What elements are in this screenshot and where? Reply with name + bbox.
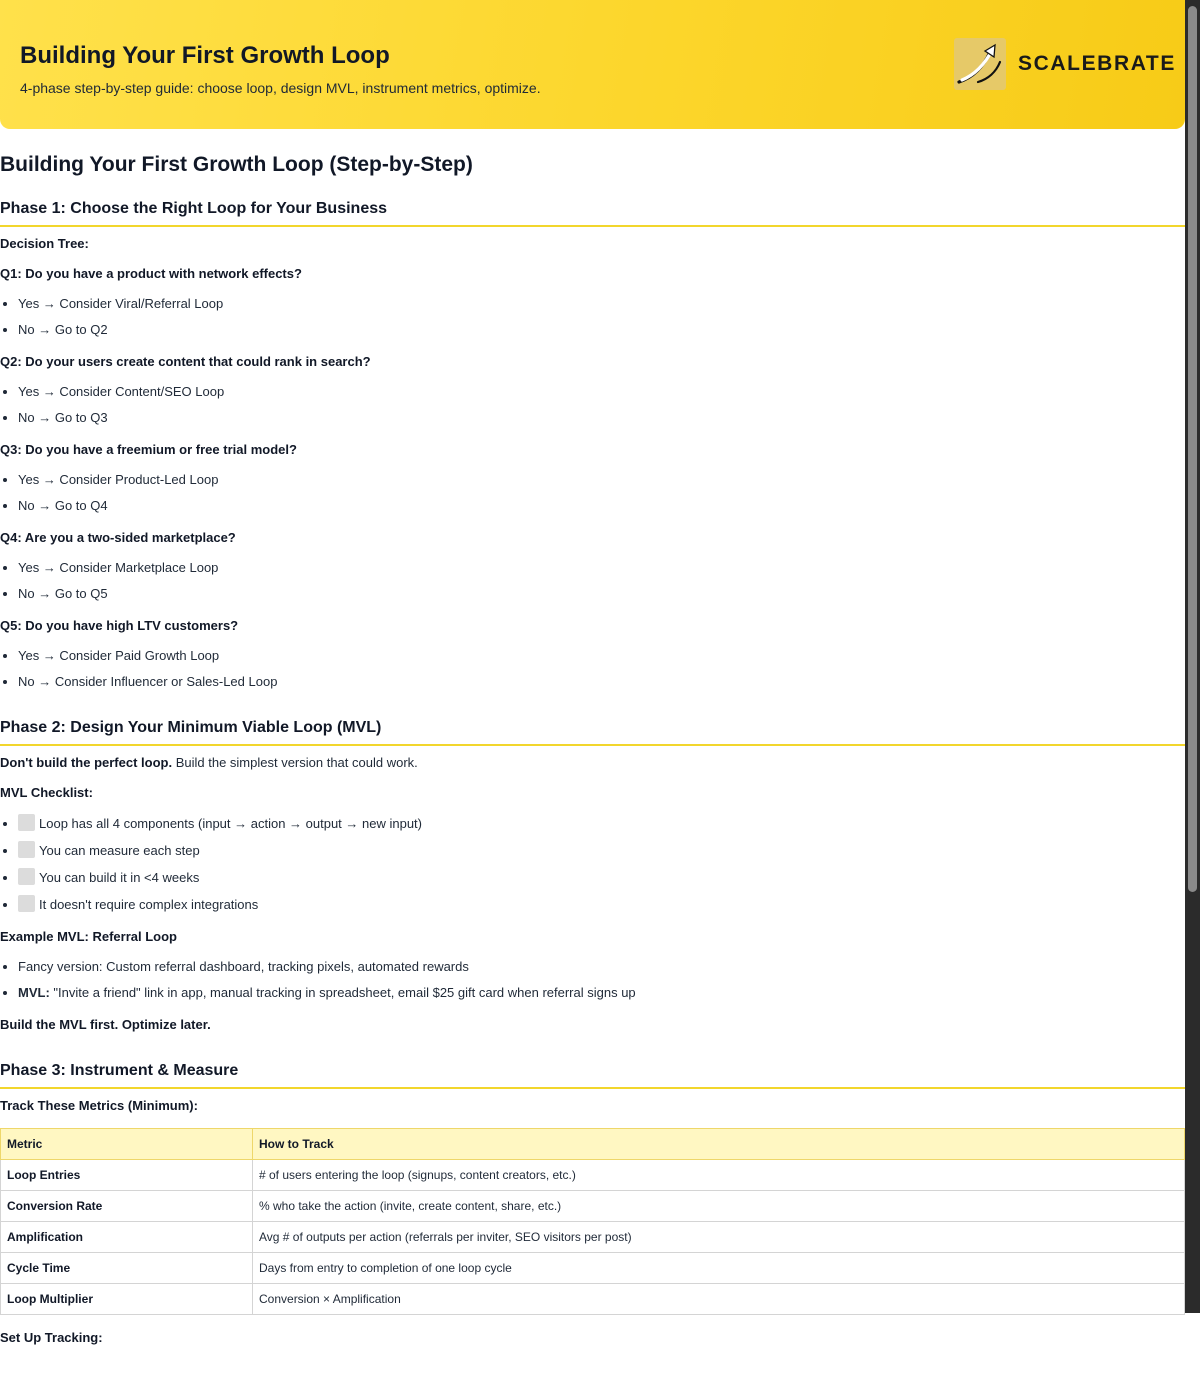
decision-tree-label: Decision Tree: [0,236,89,251]
intro-rest: Build the simplest version that could work. [172,755,418,770]
checklist-item: • It doesn't require complex integrations [18,895,1185,914]
metric-cell: Amplification [1,1222,253,1253]
table-row [1,1284,1185,1315]
list-item: • No → Go to Q2 [18,321,1185,339]
track-metrics-label: Track These Metrics (Minimum): [0,1098,198,1113]
answer-list [0,383,1185,427]
rising-arrow-logo-icon [954,38,1006,90]
checklist-item: • You can build it in <4 weeks [18,868,1185,887]
list-item: • No → Go to Q4 [18,497,1185,515]
checklist-label: MVL Checklist: [0,785,93,800]
table-row [1,1253,1185,1284]
brand-name: SCALEBRATE [1018,52,1176,75]
metric-cell: Loop Entries [1,1160,253,1191]
how-cell: # of users entering the loop (signups, content creators, etc.) [253,1160,1185,1191]
list-item: • No → Go to Q5 [18,585,1185,603]
answer-list [0,647,1185,691]
how-cell: Days from entry to completion of one loop cycle [253,1253,1185,1284]
answer-list [0,295,1185,339]
metric-cell: Cycle Time [1,1253,253,1284]
answer-list [0,471,1185,515]
column-header-how: How to Track [253,1129,1185,1160]
list-item: • No → Go to Q3 [18,409,1185,427]
hero-banner [0,0,1185,129]
question-q3: Q3: Do you have a freemium or free trial model? [0,442,297,457]
main-content [0,150,1185,1347]
mvl-closing: Build the MVL first. Optimize later. [0,1017,211,1032]
checkbox[interactable] [18,841,35,858]
checklist-item: • Loop has all 4 components (input → action → output → new input) [18,814,1185,833]
question-q1: Q1: Do you have a product with network effects? [0,266,302,281]
checkbox[interactable] [18,814,35,831]
list-item: • No → Consider Influencer or Sales-Led Loop [18,673,1185,691]
vertical-scrollbar[interactable] [1185,0,1200,1313]
list-item: • MVL: "Invite a friend" link in app, manual tracking in spreadsheet, email $25 gift card when referral signs up [18,984,1185,1002]
example-mvl-label: Example MVL: Referral Loop [0,929,177,944]
metric-cell: Loop Multiplier [1,1284,253,1315]
checklist-item: • You can measure each step [18,841,1185,860]
list-item: • Fancy version: Custom referral dashboard, tracking pixels, automated rewards [18,958,1185,976]
mvl-checklist [0,814,1185,914]
phase2-heading: Phase 2: Design Your Minimum Viable Loop (MVL) [0,717,1185,746]
checkbox[interactable] [18,895,35,912]
question-q2: Q2: Do your users create content that could rank in search? [0,354,371,369]
metrics-table [0,1128,1185,1315]
banner-subtitle: 4-phase step-by-step guide: choose loop, design MVL, instrument metrics, optimize. [20,80,541,96]
table-header-row [1,1129,1185,1160]
banner-title: Building Your First Growth Loop [20,42,390,69]
table-row [1,1160,1185,1191]
list-item: • Yes → Consider Paid Growth Loop [18,647,1185,665]
list-item: • Yes → Consider Marketplace Loop [18,559,1185,577]
checkbox[interactable] [18,868,35,885]
table-row [1,1191,1185,1222]
list-item: • Yes → Consider Content/SEO Loop [18,383,1185,401]
phase1-heading: Phase 1: Choose the Right Loop for Your Business [0,198,1185,227]
list-item: • Yes → Consider Product-Led Loop [18,471,1185,489]
setup-tracking-label: Set Up Tracking: [0,1330,103,1345]
column-header-metric: Metric [1,1129,253,1160]
mvl-intro [0,754,1185,772]
phase3-heading: Phase 3: Instrument & Measure [0,1060,1185,1089]
page-title: Building Your First Growth Loop (Step-by-Step) [0,153,473,176]
how-cell: Avg # of outputs per action (referrals per inviter, SEO visitors per post) [253,1222,1185,1253]
example-list [0,958,1185,1002]
answer-list [0,559,1185,603]
question-q4: Q4: Are you a two-sided marketplace? [0,530,236,545]
table-row [1,1222,1185,1253]
metric-cell: Conversion Rate [1,1191,253,1222]
question-q5: Q5: Do you have high LTV customers? [0,618,239,633]
scrollbar-thumb[interactable] [1188,6,1197,892]
intro-bold: Don't build the perfect loop. [0,755,173,770]
how-cell: % who take the action (invite, create content, share, etc.) [253,1191,1185,1222]
list-item: • Yes → Consider Viral/Referral Loop [18,295,1185,313]
how-cell: Conversion × Amplification [253,1284,1185,1315]
